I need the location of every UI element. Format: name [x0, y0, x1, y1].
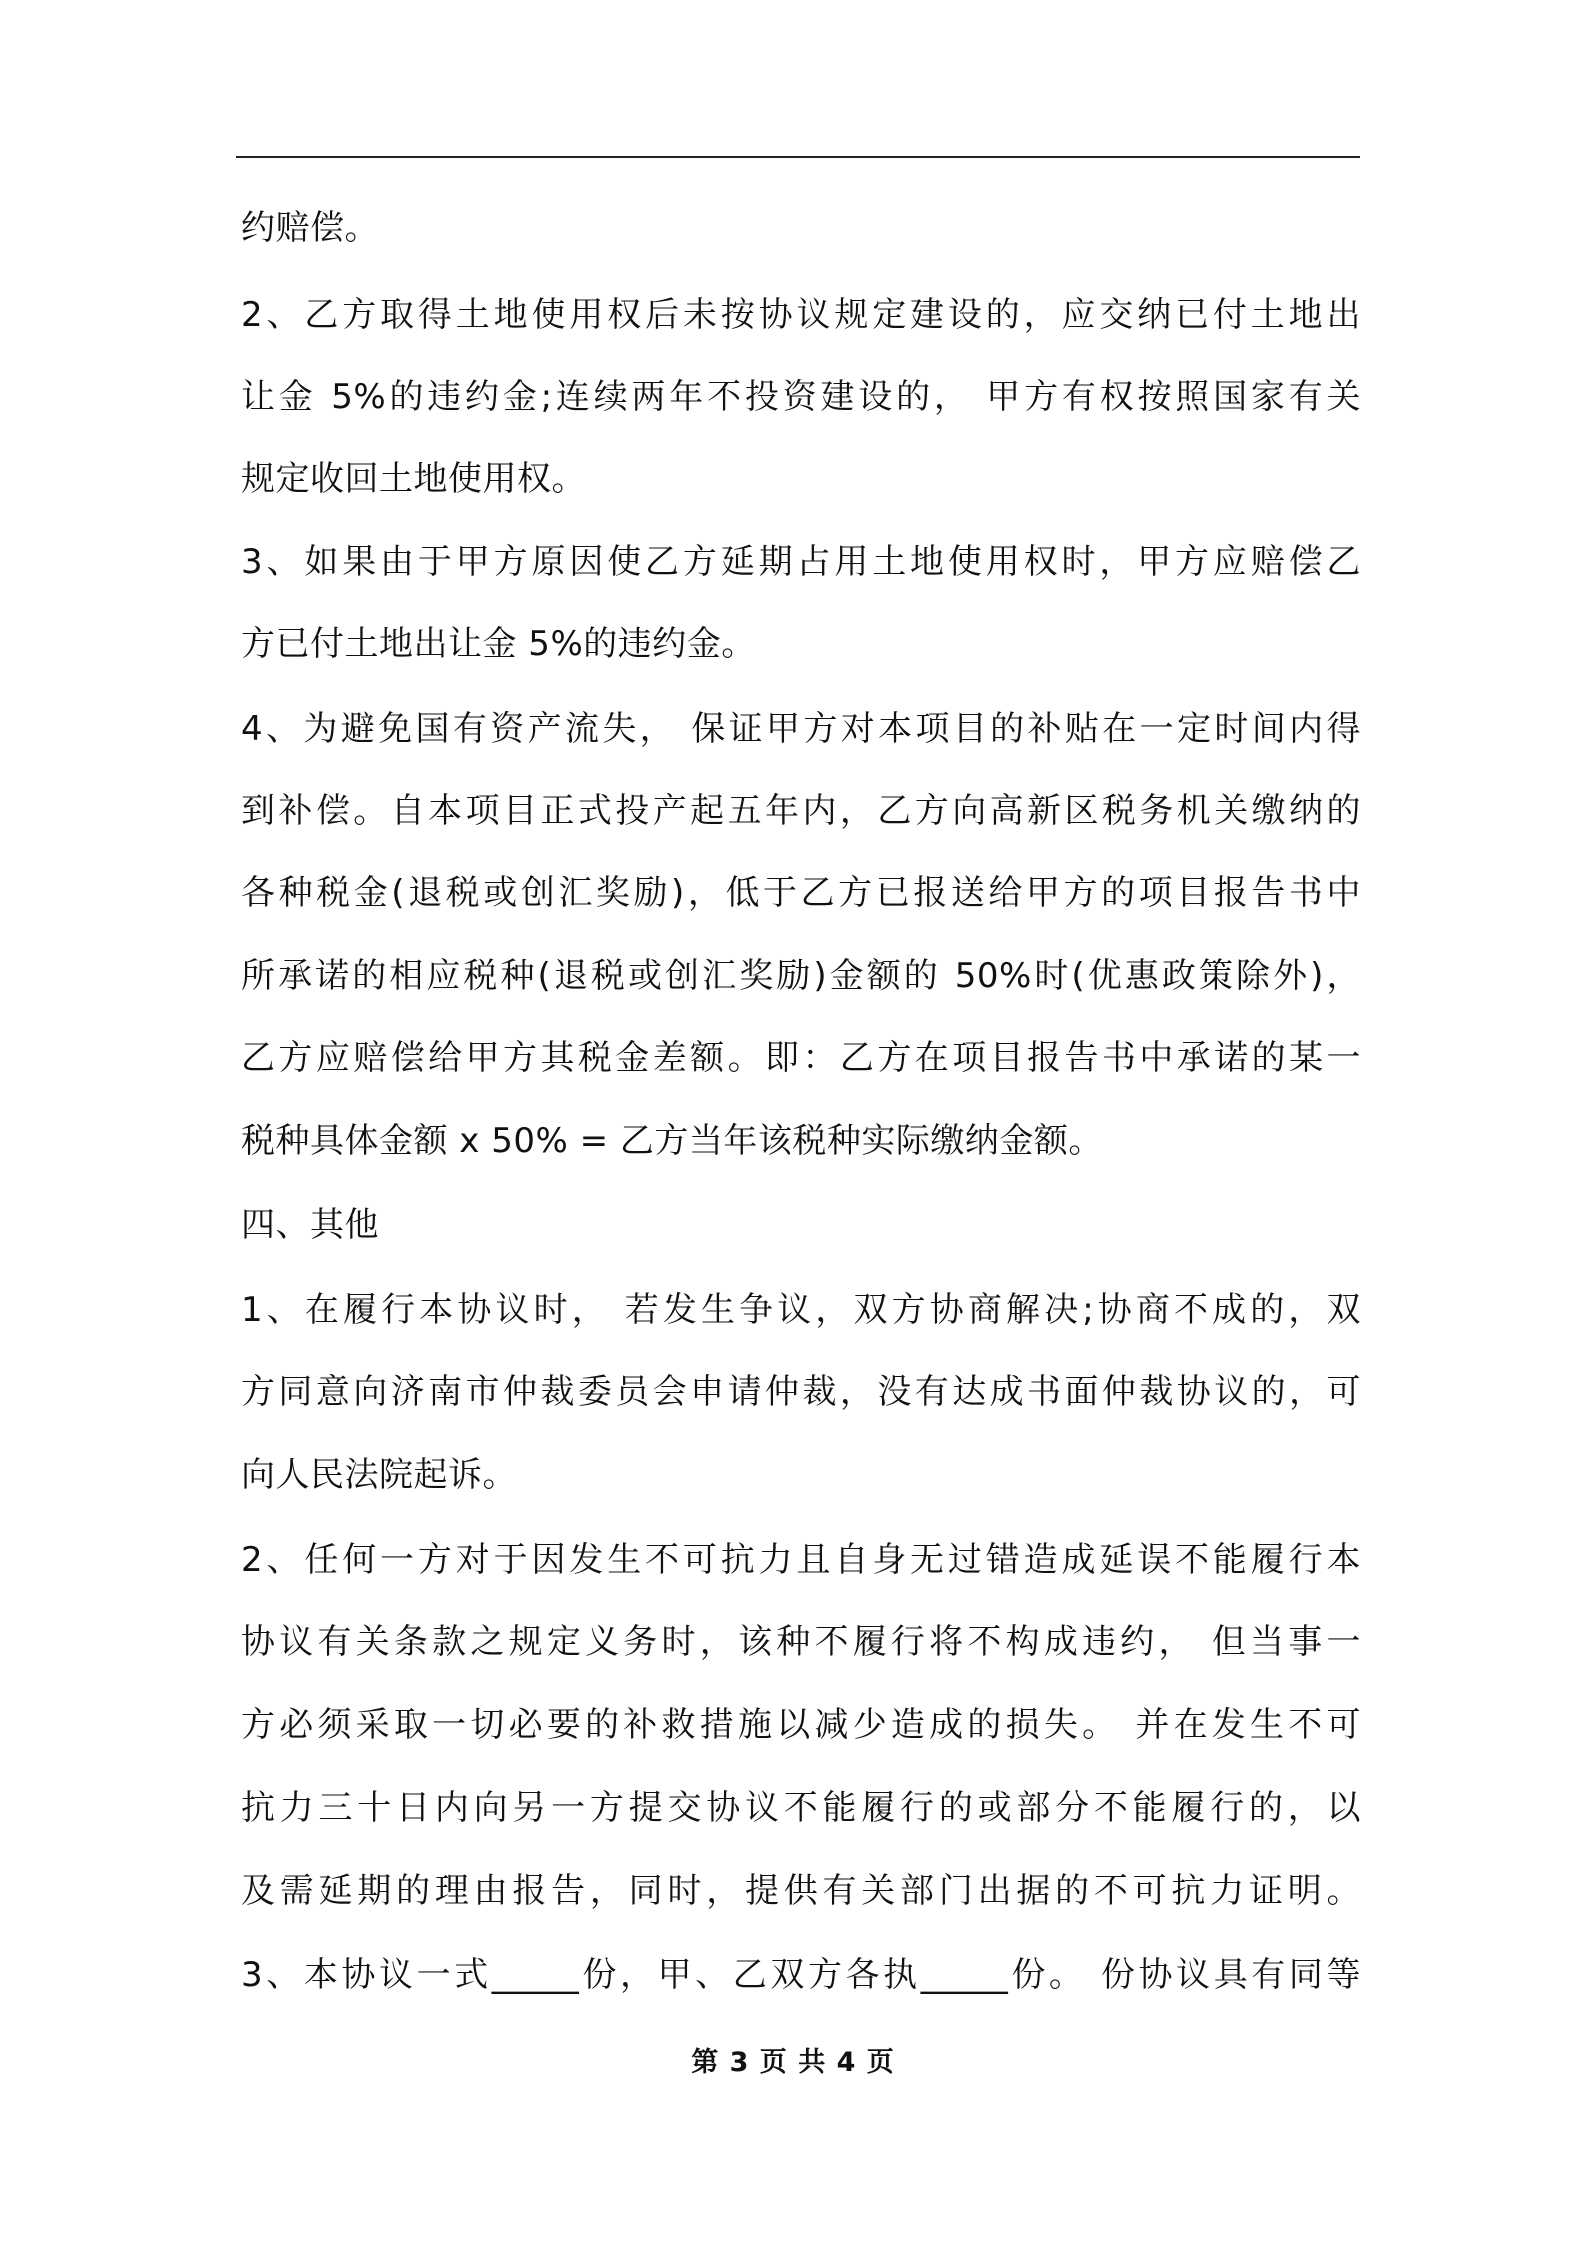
text-line: 方必须采取一切必要的补救措施以减少造成的损失。 并在发生不可 [241, 1705, 1361, 1745]
text-line: 规定收回土地使用权。 [241, 459, 586, 499]
text-line: 到补偿。自本项目正式投产起五年内，乙方向高新区税务机关缴纳的 [241, 791, 1361, 831]
text-line: 向人民法院起诉。 [241, 1455, 517, 1495]
text-line: 让金 5%的违约金;连续两年不投资建设的， 甲方有权按照国家有关 [241, 377, 1361, 417]
page-number-footer: 第 3 页 共 4 页 [691, 2047, 895, 2078]
text-line: 协议有关条款之规定义务时，该种不履行将不构成违约， 但当事一 [241, 1622, 1361, 1662]
header-rule [236, 156, 1360, 158]
text-line: 所承诺的相应税种(退税或创汇奖励)金额的 50%时(优惠政策除外)， [241, 956, 1361, 996]
text-line: 3、如果由于甲方原因使乙方延期占用土地使用权时，甲方应赔偿乙 [241, 542, 1361, 582]
text-line: 3、本协议一式_____份，甲、乙双方各执_____份。 份协议具有同等 [241, 1955, 1361, 1995]
section-heading: 四、其他 [241, 1205, 379, 1245]
text-line: 抗力三十日内向另一方提交协议不能履行的或部分不能履行的，以 [241, 1788, 1361, 1828]
text-line: 乙方应赔偿给甲方其税金差额。即：乙方在项目报告书中承诺的某一 [241, 1038, 1361, 1078]
text-line: 4、为避免国有资产流失， 保证甲方对本项目的补贴在一定时间内得 [241, 709, 1361, 749]
text-line: 各种税金(退税或创汇奖励)，低于乙方已报送给甲方的项目报告书中 [241, 873, 1361, 913]
text-line: 方已付土地出让金 5%的违约金。 [241, 624, 756, 664]
text-line: 约赔偿。 [241, 208, 379, 248]
text-line: 1、在履行本协议时， 若发生争议，双方协商解决;协商不成的，双 [241, 1290, 1361, 1330]
text-line: 税种具体金额 x 50% = 乙方当年该税种实际缴纳金额。 [241, 1121, 1103, 1161]
text-line: 2、乙方取得土地使用权后未按协议规定建设的，应交纳已付土地出 [241, 295, 1361, 335]
text-line: 2、任何一方对于因发生不可抗力且自身无过错造成延误不能履行本 [241, 1540, 1361, 1580]
text-line: 方同意向济南市仲裁委员会申请仲裁，没有达成书面仲裁协议的，可 [241, 1372, 1361, 1412]
text-line: 及需延期的理由报告，同时，提供有关部门出据的不可抗力证明。 [241, 1871, 1361, 1911]
